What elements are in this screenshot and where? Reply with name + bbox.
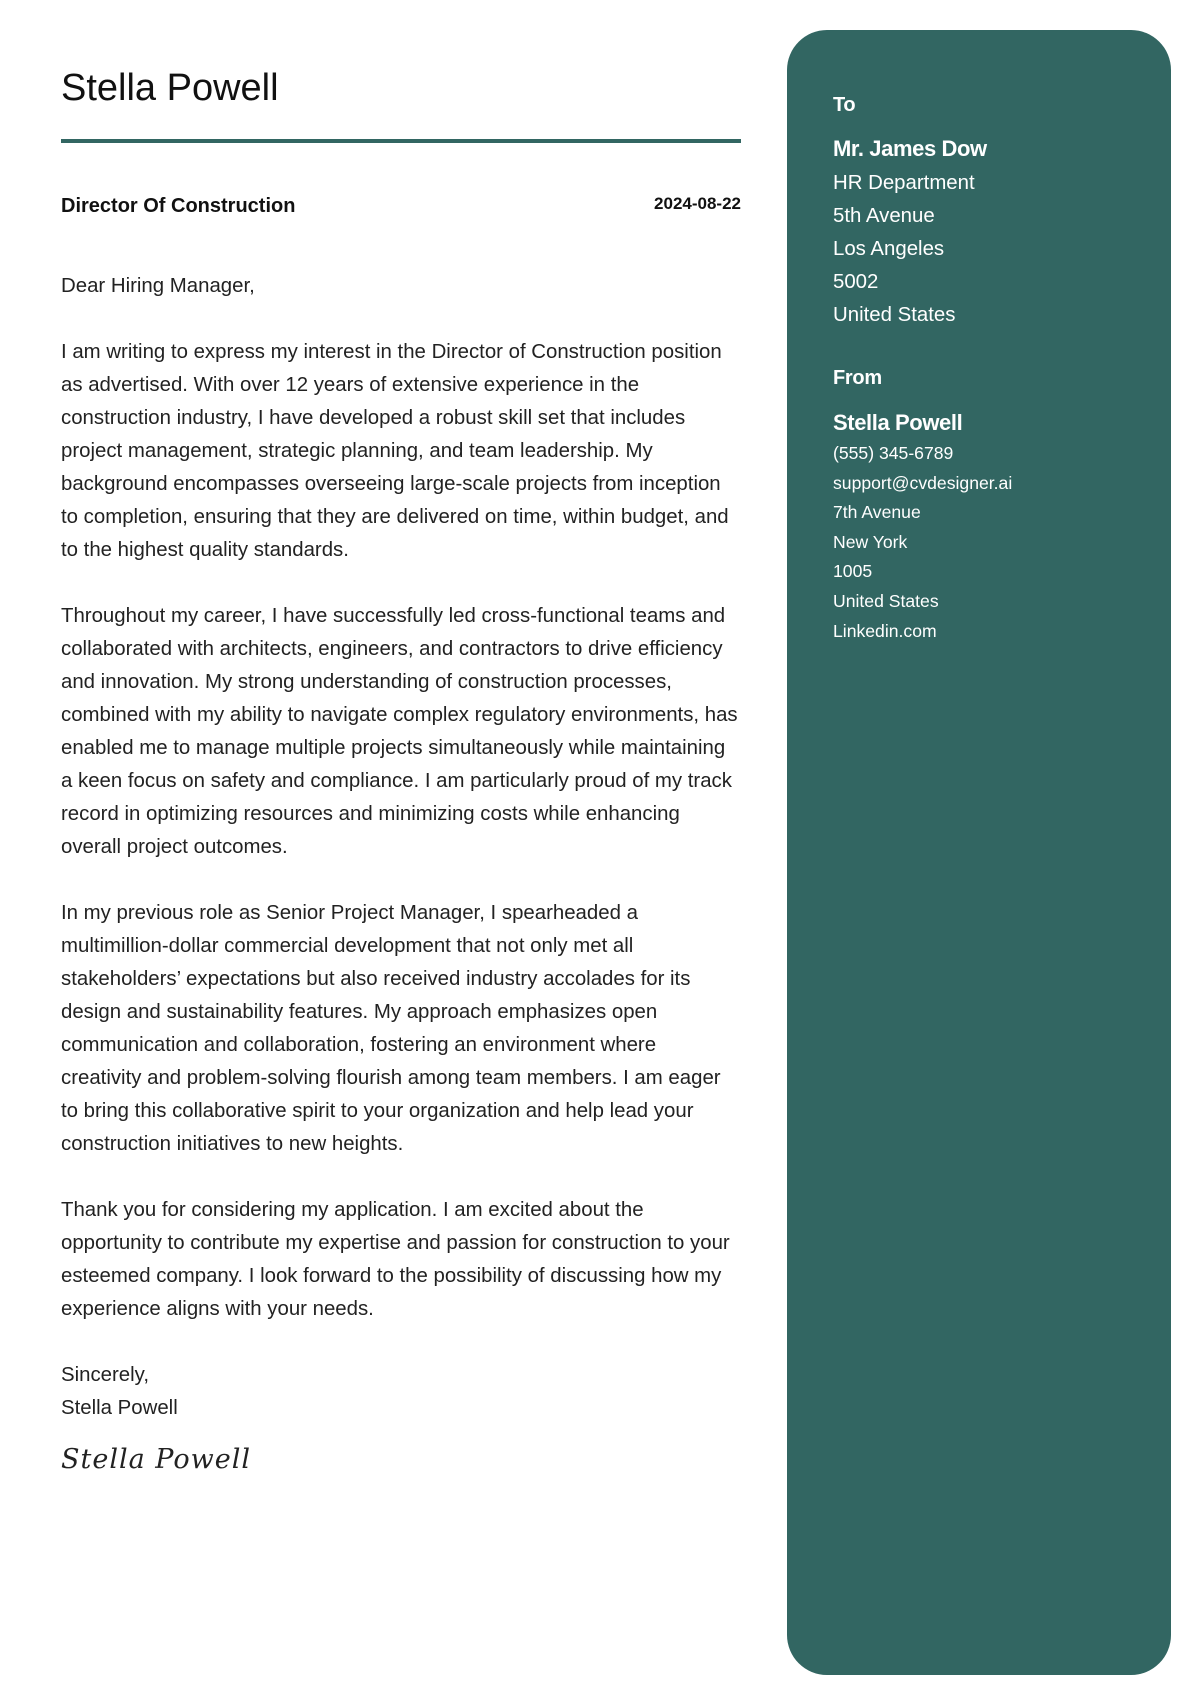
sender-name: Stella Powell [833, 410, 963, 435]
sender-contact-details [833, 439, 1012, 646]
salutation: Dear Hiring Manager, [61, 275, 255, 297]
letter-closing [61, 1359, 741, 1477]
from-section-label: From [833, 367, 882, 389]
closing-name: Stella Powell [61, 1397, 178, 1419]
sender-postal-code: 1005 [833, 561, 873, 582]
recipient-postal-code: 5002 [833, 271, 879, 293]
job-title: Director Of Construction [61, 195, 296, 217]
recipient-name: Mr. James Dow [833, 136, 987, 161]
body-paragraph: Thank you for considering my application. I am excited about the opportunity to contribute my expertise and passion for construction to your esteemed company. I look forward to the possibility of discussing how my experience aligns with your needs. [61, 1199, 730, 1320]
recipient-country: United States [833, 304, 956, 326]
to-section-label: To [833, 94, 856, 116]
letter-date: 2024-08-22 [654, 194, 741, 213]
applicant-name-heading: Stella Powell [61, 67, 279, 109]
sender-email: support@cvdesigner.ai [833, 472, 1013, 493]
sender-phone: (555) 345-6789 [833, 443, 954, 463]
job-title-row [61, 192, 741, 220]
recipient-address [833, 167, 975, 332]
recipient-city: Los Angeles [833, 238, 945, 260]
sender-city: New York [833, 531, 908, 552]
body-paragraph: Throughout my career, I have successfully led cross-functional teams and collaborated with architects, engineers, and contractors to drive efficiency and innovation. My strong understanding of construction processes, combined with my ability to navigate complex regulatory environments, has enabled me to manage multiple projects simultaneously while maintaining a keen focus on safety and compliance. I am particularly proud of my track record in optimizing resources and minimizing costs while enhancing overall project outcomes. [61, 605, 738, 858]
body-paragraph: I am writing to express my interest in the Director of Construction position as advertised. With over 12 years of extensive experience in the construction industry, I have developed a robust skill set that includes project management, strategic planning, and team leadership. My background encompasses overseeing large-scale projects from inception to completion, ensuring that they are delivered on time, within budget, and to the highest quality standards. [61, 341, 729, 561]
handwritten-signature: Stella Powell [61, 1444, 251, 1475]
letter-body [61, 270, 741, 1477]
recipient-street: 5th Avenue [833, 205, 935, 227]
header-divider [61, 139, 741, 143]
contact-sidebar [787, 30, 1171, 1675]
closing-phrase: Sincerely, [61, 1364, 150, 1386]
body-paragraph: In my previous role as Senior Project Manager, I spearheaded a multimillion-dollar commercial development that not only met all stakeholders’ expectations but also received industry accolades for its design and sustainability features. My approach emphasizes open communication and collaboration, fostering an environment where creativity and problem-solving flourish among team members. I am eager to bring this collaborative spirit to your organization and help lead your construction initiatives to new heights. [61, 902, 721, 1155]
sender-country: United States [833, 590, 939, 611]
sender-website: Linkedin.com [833, 620, 937, 641]
sender-street: 7th Avenue [833, 502, 921, 523]
recipient-department: HR Department [833, 172, 975, 194]
